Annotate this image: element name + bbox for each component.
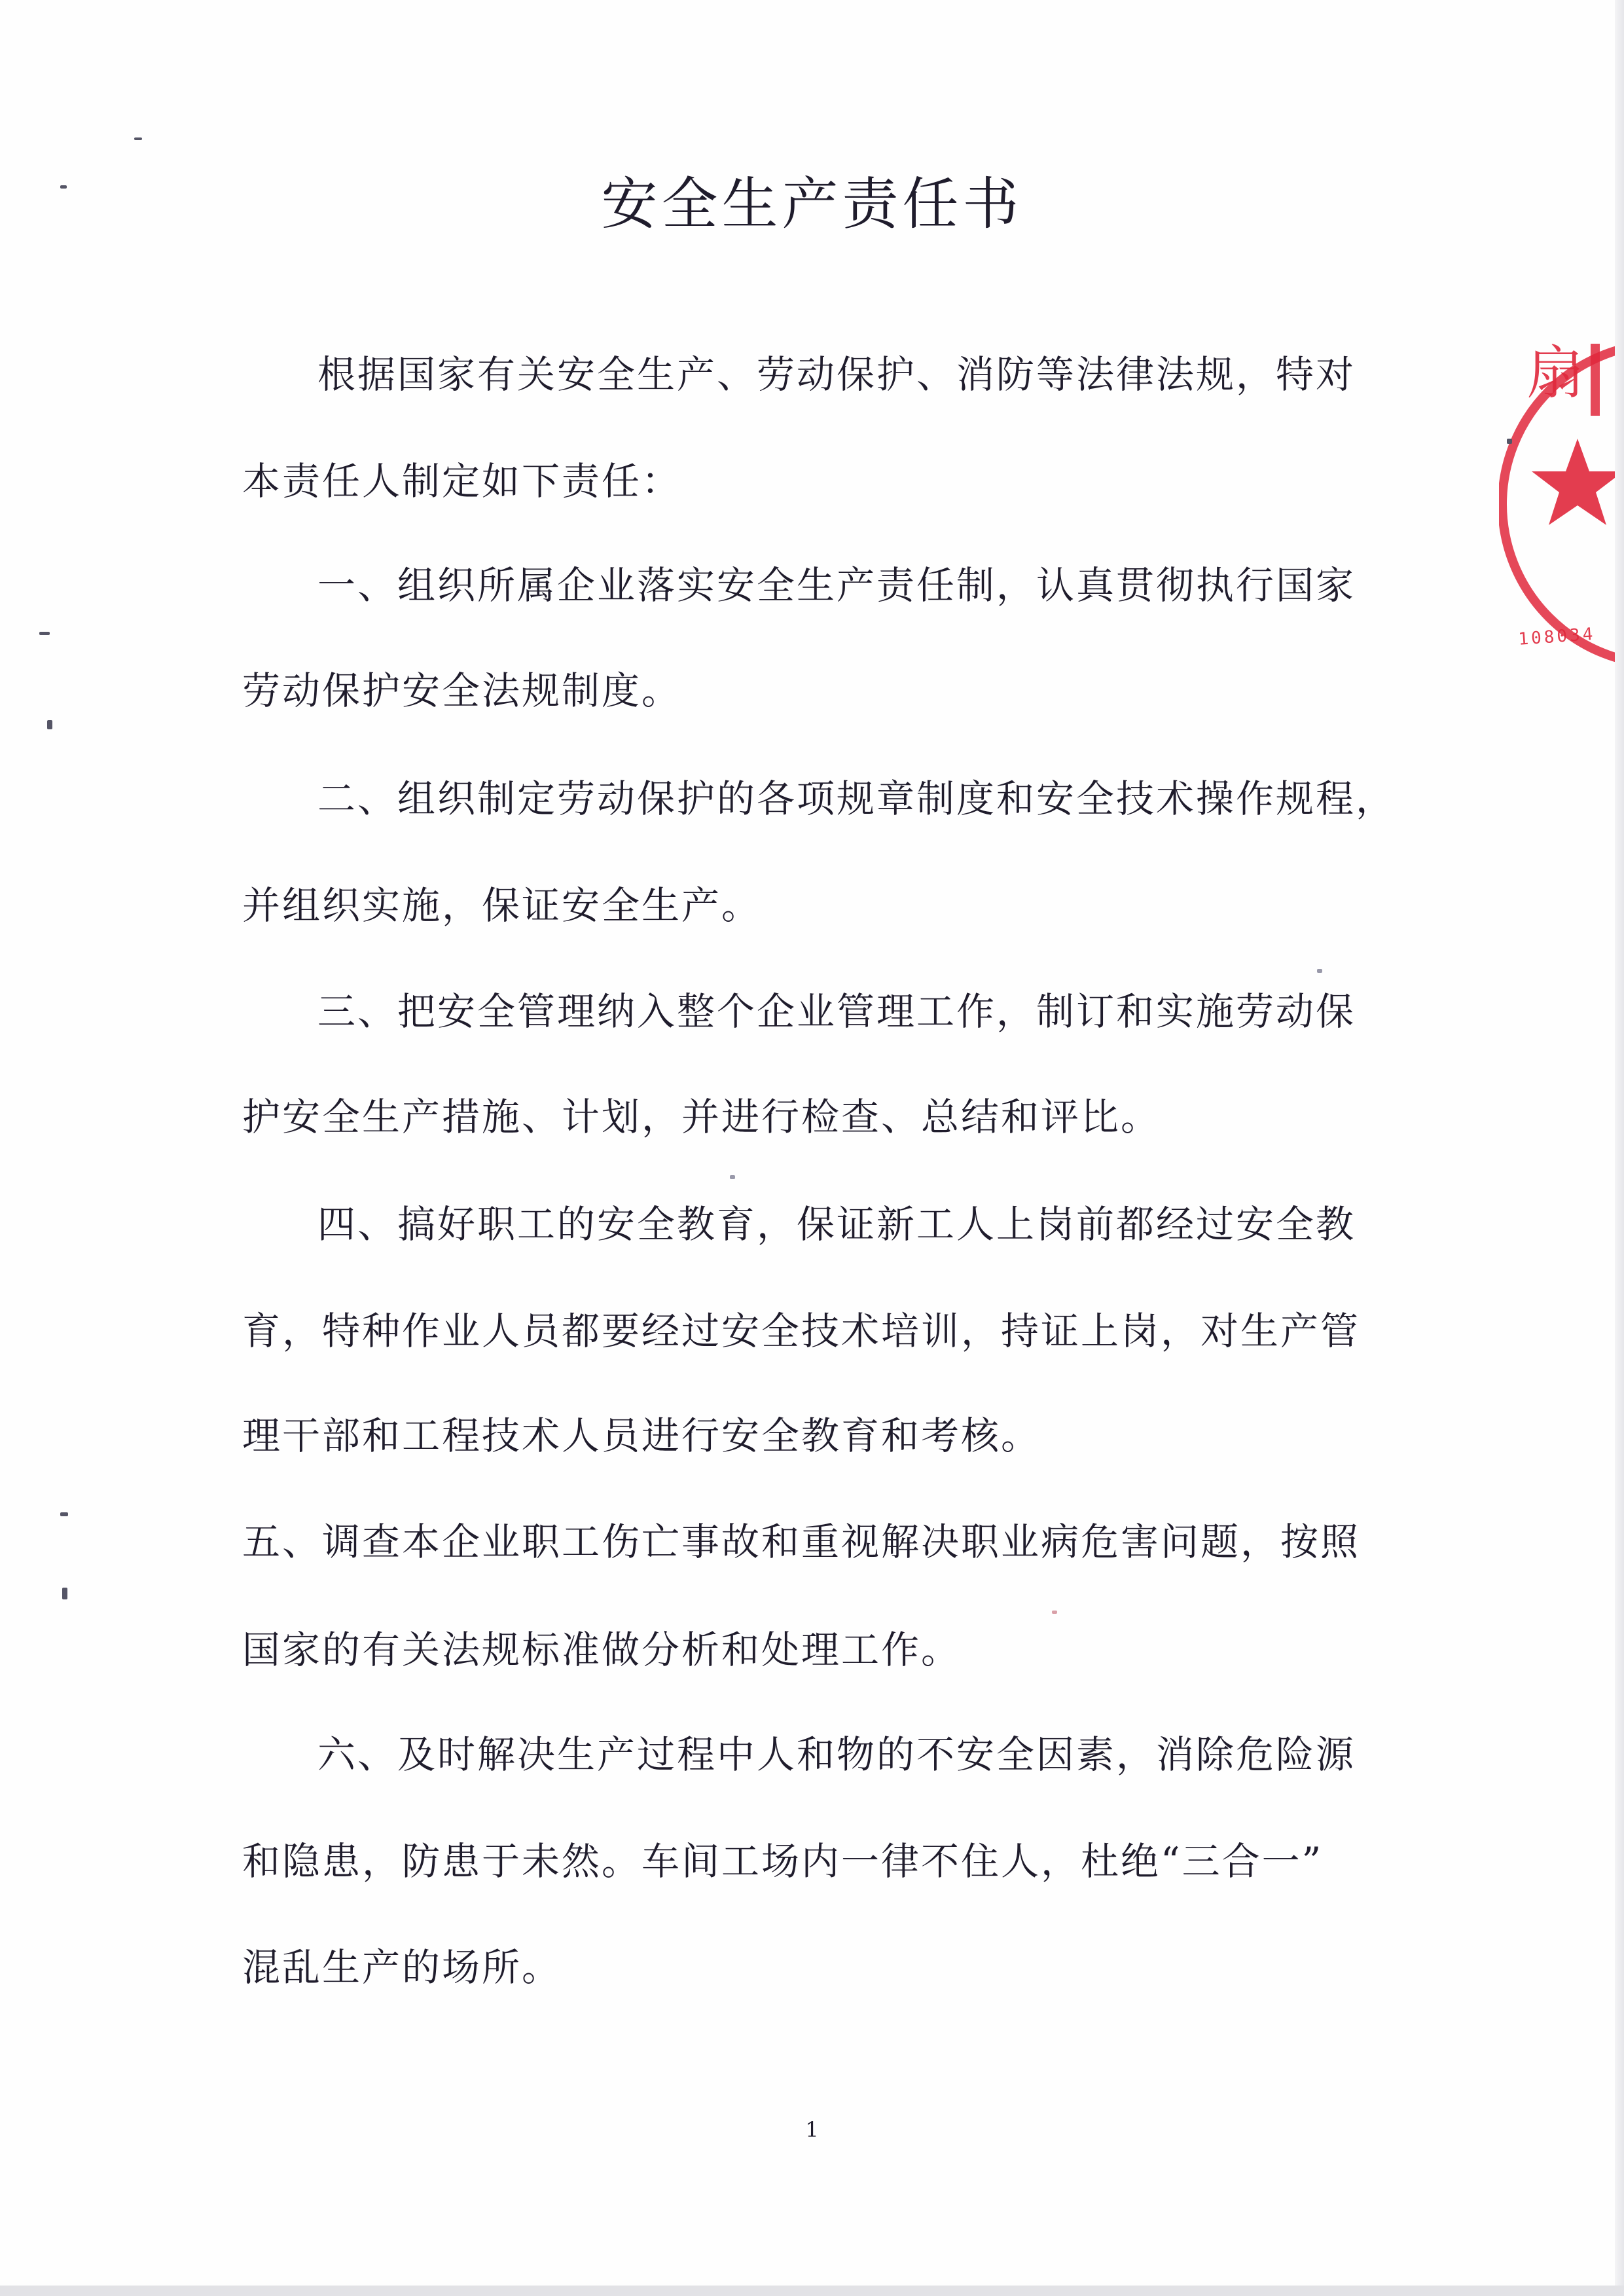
body-line-7: 三、把安全管理纳入整个企业管理工作，制订和实施劳动保 xyxy=(317,989,1356,1034)
scan-speck xyxy=(1052,1611,1057,1614)
scan-speck xyxy=(62,1588,67,1599)
body-line-14: 六、及时解决生产过程中人和物的不安全因素，消除危险源 xyxy=(317,1732,1356,1777)
seal-star xyxy=(1532,439,1623,525)
body-line-6: 并组织实施，保证安全生产。 xyxy=(242,883,762,928)
scan-speck xyxy=(1317,969,1322,973)
document-title: 安全生产责任书 xyxy=(601,172,1023,237)
body-line-2: 本责任人制定如下责任： xyxy=(242,459,682,503)
scan-speck xyxy=(1507,439,1512,444)
body-line-1: 根据国家有关安全生产、劳动保护、消防等法律法规，特对 xyxy=(317,352,1356,397)
scan-bottom-edge xyxy=(0,2286,1624,2296)
body-line-15: 和隐患，防患于未然。车间工场内一律不住人，杜绝“三合一” xyxy=(242,1839,1324,1884)
scan-speck xyxy=(134,137,142,140)
seal-number: 108034 xyxy=(1517,624,1597,649)
scan-edge-shadow xyxy=(1615,0,1624,2296)
scan-speck xyxy=(60,185,67,189)
scan-speck xyxy=(39,632,50,635)
page-number: 1 xyxy=(805,2117,819,2142)
body-line-10: 育，特种作业人员都要经过安全技术培训，持证上岗，对生产管 xyxy=(242,1309,1361,1353)
body-line-16: 混乱生产的场所。 xyxy=(242,1945,562,1990)
scan-speck xyxy=(60,1512,68,1516)
red-seal-stamp xyxy=(1499,308,1623,674)
seal-char: 扇 xyxy=(1526,339,1585,407)
scan-speck xyxy=(47,720,52,729)
body-line-12: 五、调查本企业职工伤亡事故和重视解决职业病危害问题，按照 xyxy=(242,1520,1361,1564)
body-line-5: 二、组织制定劳动保护的各项规章制度和安全技术操作规程， xyxy=(317,776,1396,821)
scan-speck xyxy=(730,1175,735,1179)
seal-char-fragment xyxy=(1591,344,1600,416)
body-line-8: 护安全生产措施、计划，并进行检查、总结和评比。 xyxy=(242,1095,1161,1139)
body-line-4: 劳动保护安全法规制度。 xyxy=(242,668,682,713)
body-line-3: 一、组织所属企业落实安全生产责任制，认真贯彻执行国家 xyxy=(317,563,1356,608)
body-line-13: 国家的有关法规标准做分析和处理工作。 xyxy=(242,1628,962,1672)
body-line-11: 理干部和工程技术人员进行安全教育和考核。 xyxy=(242,1413,1041,1458)
body-line-9: 四、搞好职工的安全教育，保证新工人上岗前都经过安全教 xyxy=(317,1202,1356,1247)
